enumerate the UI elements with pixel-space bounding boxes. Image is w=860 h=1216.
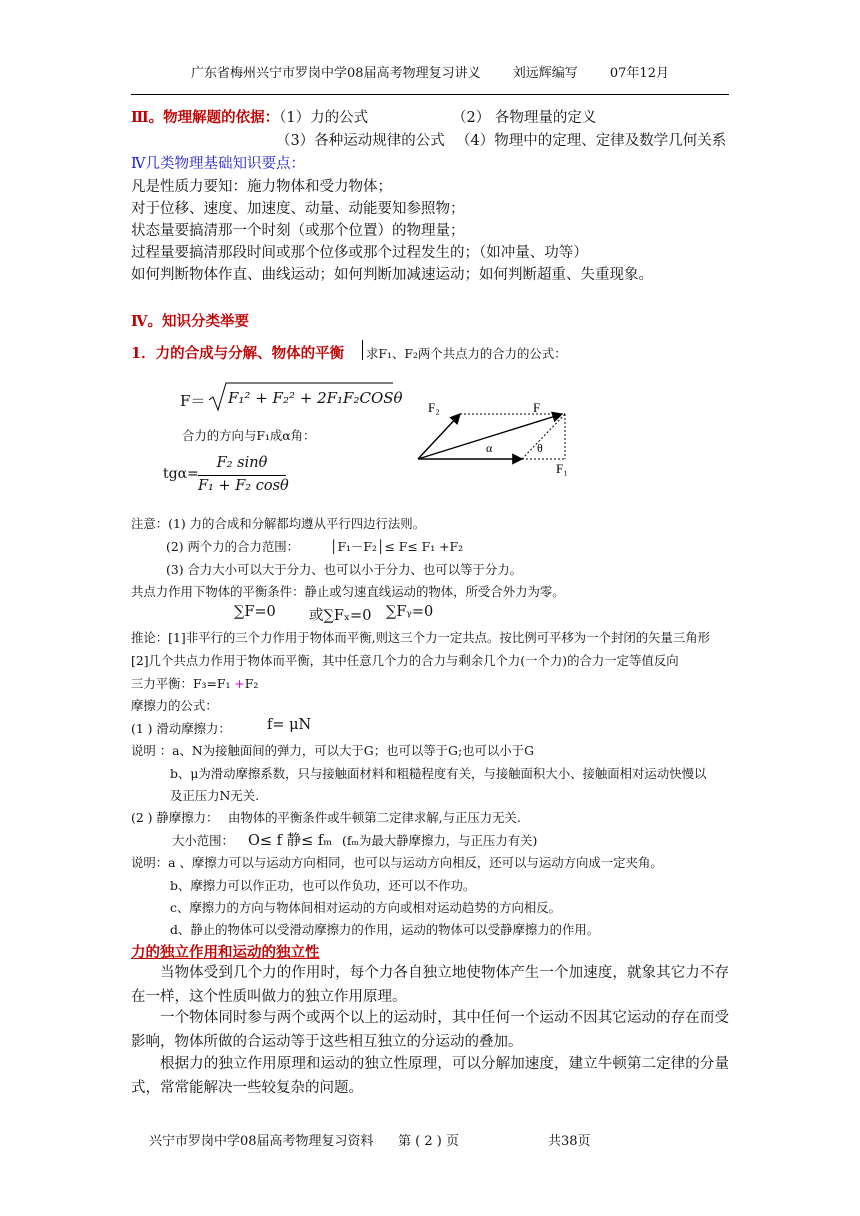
three-force-prefix: 三力平衡：F₃=F₁	[131, 676, 231, 691]
label-alpha: α	[486, 441, 493, 455]
friction-explain-b1: b、μ为滑动摩擦系数，只与接触面材料和粗糙程度有关，与接触面积大小、接触面相对运动快慢以	[170, 766, 707, 781]
static-friction-label: (2 ) 静摩擦力：	[131, 810, 219, 825]
points-line-3: 状态量要搞清那一个时刻（或那个位置）的物理量；	[131, 223, 465, 239]
formula-tg-fraction-bar	[198, 475, 286, 476]
range-note: (fₘ为最大静摩擦力，与正压力有关)	[342, 833, 538, 848]
points-line-5: 如何判断物体作直、曲线运动；如何判断加减速运动；如何判断超重、失重现象。	[131, 267, 653, 283]
classify-sub1-note: 求F₁、F₂两个共点力的合力的公式：	[366, 346, 567, 361]
note-1: 注意：(1) 力的合成和分解都均遵从平行四边行法则。	[131, 516, 426, 531]
points-line-4: 过程量要搞清那段时间或那个位侈或那个过程发生的；（如冲量、功等）	[131, 245, 588, 261]
basis-line-1	[131, 106, 368, 127]
friction-title: 摩擦力的公式：	[131, 698, 218, 713]
label-f2: F₂	[428, 400, 440, 415]
note-3: (3) 合力大小可以大于分力、也可以小于分力、也可以等于分力。	[166, 562, 523, 577]
classify-title: Ⅳ。知识分类举要	[131, 313, 249, 330]
equation-sum-fy: ∑Fᵧ=0	[386, 604, 434, 620]
header-rule	[131, 94, 729, 95]
equation-sum-fx: 或∑Fₓ=0	[309, 608, 372, 624]
footer-total: 共38页	[548, 1134, 591, 1149]
footer-page: 第 ( 2 ) 页	[398, 1134, 459, 1149]
formula-f-rhs: F₁² + F₂² + 2F₁F₂COSθ	[228, 389, 403, 407]
friction-explain-b2: 及正压力N无关.	[170, 788, 260, 803]
classify-sub1: 1．力的合成与分解、物体的平衡	[131, 345, 345, 362]
independence-p3: 根据力的独立作用原理和运动的独立性原理，可以分解加速度，建立牛顿第二定律的分量式，常常能解决一些较复杂的问题。	[131, 1056, 729, 1096]
formula-tg-numerator: F₂ sinθ	[216, 455, 268, 471]
header-author: 刘远辉编写	[512, 66, 578, 81]
friction-desc-a: 说明：a 、摩擦力可以与运动方向相同，也可以与运动方向相反，还可以与运动方向成一定夹角。	[131, 855, 663, 870]
inference-1: 推论：[1]非平行的三个力作用于物体而平衡,则这三个力一定共点。按比例可平移为一个封闭的矢量三角形	[131, 630, 711, 645]
friction-desc-b: b、摩擦力可以作正功，也可以作负功，还可以不作功。	[170, 878, 476, 893]
points-line-1: 凡是性质力要知：施力物体和受力物体；	[131, 179, 392, 195]
classify-divider	[362, 340, 363, 360]
range-label: 大小范围：	[172, 833, 234, 848]
friction-desc-d: d、静止的物体可以受滑动摩擦力的作用，运动的物体可以受静摩擦力的作用。	[170, 922, 600, 937]
independence-title: 力的独立作用和运动的独立性	[131, 944, 320, 961]
label-f1: F₁	[556, 461, 568, 476]
independence-p2: 一个物体同时参与两个或两个以上的运动时，其中任何一个运动不因其它运动的存在而受影响，物体所做的合运动等于这些相互独立的分运动的叠加。	[131, 1010, 729, 1050]
basis-title: Ⅲ。物理解题的依据：	[131, 109, 280, 126]
label-f: F	[533, 400, 541, 415]
basis-item-2: （2） 各物理量的定义	[452, 110, 597, 126]
label-theta: θ	[537, 441, 543, 455]
range-formula: O≤ f 静≤ fₘ	[248, 833, 333, 849]
parallelogram-right-edge	[522, 414, 565, 459]
three-force-suffix: F₂	[244, 676, 259, 691]
basis-item-4: （4）物理中的定理、定律及数学几何关系	[456, 133, 727, 149]
equilibrium-condition: 共点力作用下物体的平衡条件：静止或匀速直线运动的物体，所受合外力为零。	[131, 584, 565, 599]
header-date: 07年12月	[609, 66, 669, 81]
note-2-formula: │F₁－F₂│≤ F≤ F₁ +F₂	[330, 539, 464, 554]
independence-p1: 当物体受到几个力的作用时，每个力各自独立地使物体产生一个加速度，就象其它力不存在一样，这个性质叫做力的独立作用原理。	[131, 965, 729, 1005]
equation-sum-f: ∑F=0	[234, 604, 276, 620]
three-force-plus: +	[230, 676, 245, 691]
inference-2: [2]几个共点力作用于物体而平衡，其中任意几个力的合力与剩余几个力(一个力)的合力一定等值反向	[131, 653, 679, 668]
friction-desc-c: c、摩擦力的方向与物体间相对运动的方向或相对运动趋势的方向相反。	[170, 900, 562, 915]
basis-item-1: （1）力的公式	[279, 110, 369, 126]
sliding-friction-formula: f= μN	[267, 717, 312, 733]
points-title: Ⅳ几类物理基础知识要点：	[131, 156, 305, 172]
formula-tg-lhs: tgα=	[163, 466, 199, 482]
static-friction-text: 由物体的平衡条件或牛顿第二定律求解,与正压力无关.	[228, 810, 521, 825]
page-header	[0, 62, 860, 81]
force-diagram	[410, 392, 590, 482]
basis-item-3: （3）各种运动规律的公式	[276, 133, 445, 149]
header-school: 广东省梅州兴宁市罗岗中学08届高考物理复习讲义	[191, 66, 481, 81]
formula-f-lhs: F＝	[180, 392, 206, 410]
three-force-equilibrium	[131, 674, 258, 692]
points-line-2: 对于位移、速度、加速度、动量、动能要知参照物；	[131, 201, 465, 217]
note-2-label: (2) 两个力的合力范围：	[166, 539, 300, 554]
sliding-friction-label: (1 ) 滑动摩擦力：	[131, 721, 231, 736]
formula-tg-denominator: F₁ + F₂ cosθ	[198, 478, 289, 494]
formula-direction: 合力的方向与F₁成α角：	[182, 428, 316, 443]
footer-source: 兴宁市罗岗中学08届高考物理复习资料	[149, 1134, 374, 1149]
friction-explain-a: 说明 ：a、N为接触面间的弹力，可以大于G；也可以等于G;也可以小于G	[131, 743, 534, 758]
